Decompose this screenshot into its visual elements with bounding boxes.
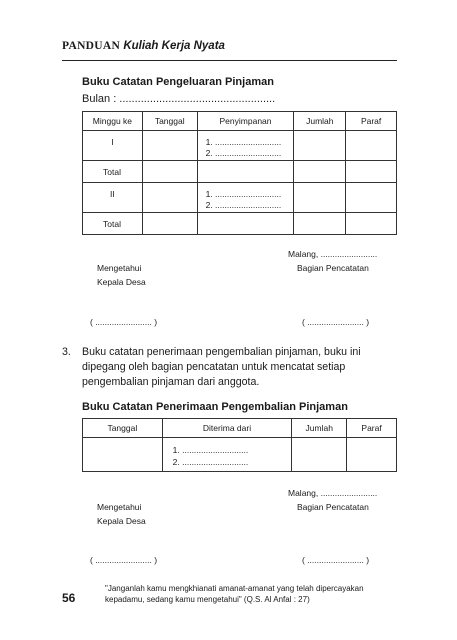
- sign-cell: [347, 438, 397, 472]
- sign-cell: [346, 213, 397, 235]
- sign1-mengetahui: Mengetahui: [97, 263, 142, 273]
- sign1-left-blank: ( ........................ ): [90, 317, 158, 327]
- col-header: Diterima dari: [162, 419, 292, 438]
- sign-cell: [346, 183, 397, 213]
- items-cell: [197, 161, 294, 183]
- pengeluaran-table: [82, 111, 397, 235]
- date-cell: [83, 438, 163, 472]
- sign-cell: [346, 161, 397, 183]
- item-line: 2. ............................: [205, 200, 282, 210]
- section2-title: Buku Catatan Penerimaan Pengembalian Pinjaman: [82, 401, 348, 413]
- amount-cell: [294, 213, 346, 235]
- sign1-right-blank: ( ........................ ): [302, 317, 370, 327]
- quote-line: "Janganlah kamu mengkhianati amanat-amanat yang telah dipercayakan: [105, 584, 364, 593]
- item3-text: Buku catatan penerimaan pengembalian pinjaman, buku ini dipegang oleh bagian pencatatan untuk mencatat setiap pengembalian pinjaman dari anggota.: [82, 346, 361, 388]
- week-cell: II: [83, 183, 143, 213]
- total-row: [83, 161, 397, 183]
- col-header: Penyimpanan: [197, 112, 294, 131]
- section1-bulan: Bulan : ...................................................: [82, 93, 276, 105]
- header-brand: PANDUAN: [62, 40, 121, 52]
- week-cell: I: [83, 131, 143, 161]
- amount-cell: [294, 161, 346, 183]
- table-row: [83, 183, 397, 213]
- items-cell: [162, 438, 292, 472]
- sign1-kepala-desa: Kepala Desa: [97, 277, 146, 287]
- item-line: 2. ............................: [205, 148, 282, 158]
- sign2-mengetahui: Mengetahui: [97, 502, 142, 512]
- sign2-left-blank: ( ........................ ): [90, 555, 158, 565]
- page-number: 56: [62, 591, 76, 605]
- penerimaan-table: [82, 418, 397, 472]
- table-row: [83, 131, 397, 161]
- total-row: [83, 213, 397, 235]
- items-cell: [197, 183, 294, 213]
- sign2-right-blank: ( ........................ ): [302, 555, 370, 565]
- col-header: Jumlah: [294, 112, 346, 131]
- col-header: Minggu ke: [83, 112, 143, 131]
- table-header-row: [83, 112, 397, 131]
- date-cell: [142, 131, 197, 161]
- header-subtitle: Kuliah Kerja Nyata: [123, 40, 225, 52]
- sign-cell: [346, 131, 397, 161]
- running-header: [62, 40, 225, 52]
- table-header-row: [83, 419, 397, 438]
- col-header: Paraf: [346, 112, 397, 131]
- item-line: 1. ............................: [205, 189, 282, 199]
- total-label: Total: [83, 213, 143, 235]
- sign2-bagian: Bagian Pencatatan: [297, 502, 369, 512]
- col-header: Tanggal: [142, 112, 197, 131]
- col-header: Paraf: [347, 419, 397, 438]
- item-line: 1. ............................: [172, 445, 249, 455]
- section1-title: Buku Catatan Pengeluaran Pinjaman: [82, 76, 274, 88]
- header-rule: [62, 60, 397, 61]
- date-cell: [142, 183, 197, 213]
- sign2-place: Malang, ........................: [288, 488, 378, 498]
- col-header: Jumlah: [292, 419, 347, 438]
- item-line: 2. ............................: [172, 457, 249, 467]
- item-line: 1. ............................: [205, 137, 282, 147]
- sign1-bagian: Bagian Pencatatan: [297, 263, 369, 273]
- items-cell: [197, 213, 294, 235]
- sign2-kepala-desa: Kepala Desa: [97, 516, 146, 526]
- amount-cell: [292, 438, 347, 472]
- quote-line: kepadamu, sedang kamu mengetahui" (Q.S. Al Anfal : 27): [105, 595, 310, 604]
- date-cell: [142, 213, 197, 235]
- total-label: Total: [83, 161, 143, 183]
- amount-cell: [294, 183, 346, 213]
- col-header: Tanggal: [83, 419, 163, 438]
- sign1-place: Malang, ........................: [288, 249, 378, 259]
- table-row: [83, 438, 397, 472]
- footer-quote: [105, 583, 400, 605]
- amount-cell: [294, 131, 346, 161]
- date-cell: [142, 161, 197, 183]
- items-cell: [197, 131, 294, 161]
- item3-number: 3.: [62, 346, 71, 358]
